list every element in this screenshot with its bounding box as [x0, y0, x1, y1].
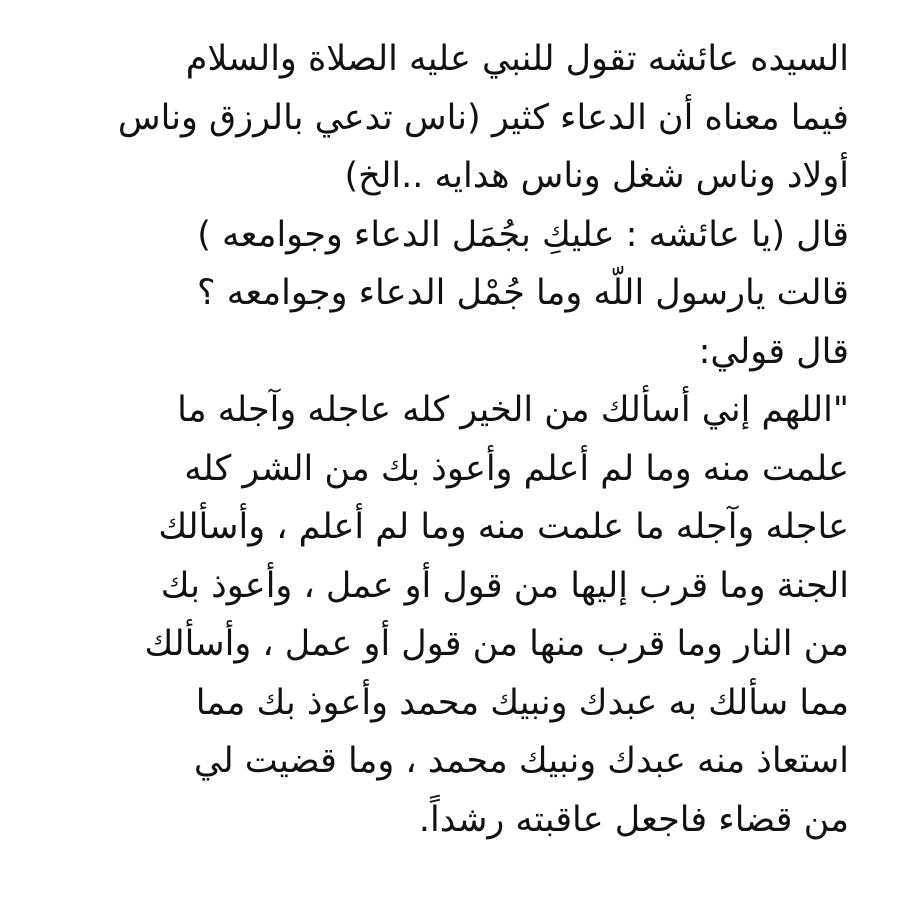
text-line: فيما معناه أن الدعاء كثير (ناس تدعي بالرزق وناس [117, 97, 849, 138]
text-line: قالت يارسول اللّه وما جُمْل الدعاء وجوامعه ؟ [197, 273, 849, 313]
text-line: من قضاء فاجعل عاقبته رشداً. [418, 799, 849, 840]
text-line: أولاد وناس شغل وناس هدايه ..الخ) [344, 156, 849, 196]
text-line: قال قولي: [698, 331, 849, 372]
text-line: عاجله وآجله ما علمت منه وما لم أعلم ، وأسألك [158, 507, 849, 547]
text-line: السيده عائشه تقول للنبي عليه الصلاة والسلام [185, 39, 849, 79]
text-line: استعاذ منه عبدك ونبيك محمد ، وما قضيت لي [193, 741, 849, 781]
text-line: علمت منه وما لم أعلم وأعوذ بك من الشر كله [184, 448, 849, 489]
text-line: مما سألك به عبدك ونبيك محمد وأعوذ بك مما [195, 682, 849, 723]
text-line: "اللهم إني أسألك من الخير كله عاجله وآجله ما [177, 390, 849, 430]
text-line: الجنة وما قرب إليها من قول أو عمل ، وأعوذ بك [160, 565, 849, 606]
text-line: من النار وما قرب منها من قول أو عمل ، وأسألك [144, 624, 849, 664]
text-line: قال (يا عائشه : عليكِ بجُمَل الدعاء وجوامعه ) [197, 214, 849, 255]
arabic-text-block [49, 30, 849, 849]
